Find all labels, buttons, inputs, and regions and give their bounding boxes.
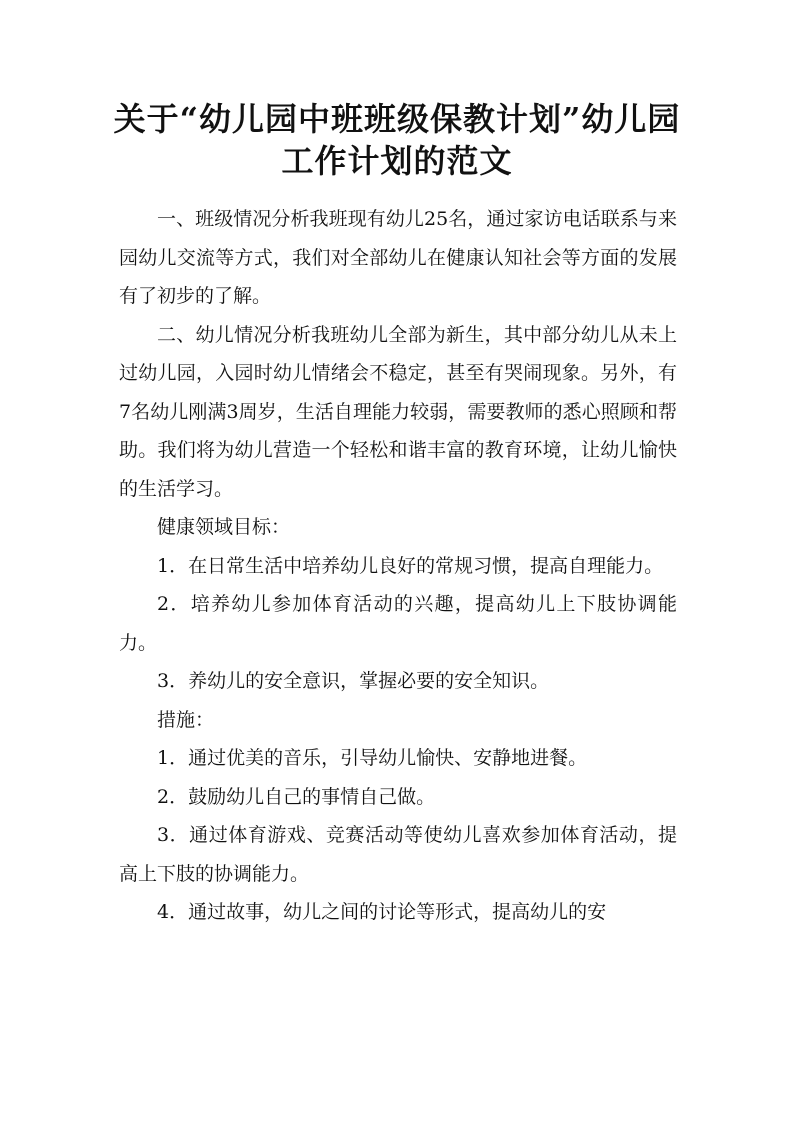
- document-title: 关于“幼儿园中班班级保教计划”幼儿园工作计划的范文: [113, 100, 681, 180]
- heading-health-goals: 健康领域目标：: [157, 516, 291, 538]
- goal-item-1: 1．在日常生活中培养幼儿良好的常规习惯，提高自理能力。: [157, 554, 664, 577]
- measure-item-4: 4．通过故事，幼儿之间的讨论等形式，提高幼儿的安: [157, 901, 607, 923]
- paragraph-class-situation: 一、班级情况分析我班现有幼儿25名，通过家访电话联系与来园幼儿交流等方式，我们对全部幼儿在健康认知社会等方面的发展有了初步的了解。: [119, 208, 677, 307]
- goal-item-2: 2．培养幼儿参加体育活动的兴趣，提高幼儿上下肢协调能力。: [119, 593, 677, 654]
- measure-item-3: 3．通过体育游戏、竞赛活动等使幼儿喜欢参加体育活动，提高上下肢的协调能力。: [119, 824, 677, 885]
- document-body: [119, 200, 677, 932]
- goal-item-3: 3．养幼儿的安全意识，掌握必要的安全知识。: [157, 670, 550, 692]
- heading-measures: 措施：: [157, 708, 215, 731]
- paragraph-child-situation: 二、幼儿情况分析我班幼儿全部为新生，其中部分幼儿从未上过幼儿园，入园时幼儿情绪会不稳定，甚至有哭闹现象。另外，有7名幼儿刚满3周岁，生活自理能力较弱，需要教师的悉心照顾和帮助。我们将为幼儿营造一个轻松和谐丰富的教育环境，让幼儿愉快的生活学习。: [119, 323, 677, 500]
- measure-item-2: 2．鼓励幼儿自己的事情自己做。: [157, 785, 436, 808]
- measure-item-1: 1．通过优美的音乐，引导幼儿愉快、安静地进餐。: [157, 747, 588, 769]
